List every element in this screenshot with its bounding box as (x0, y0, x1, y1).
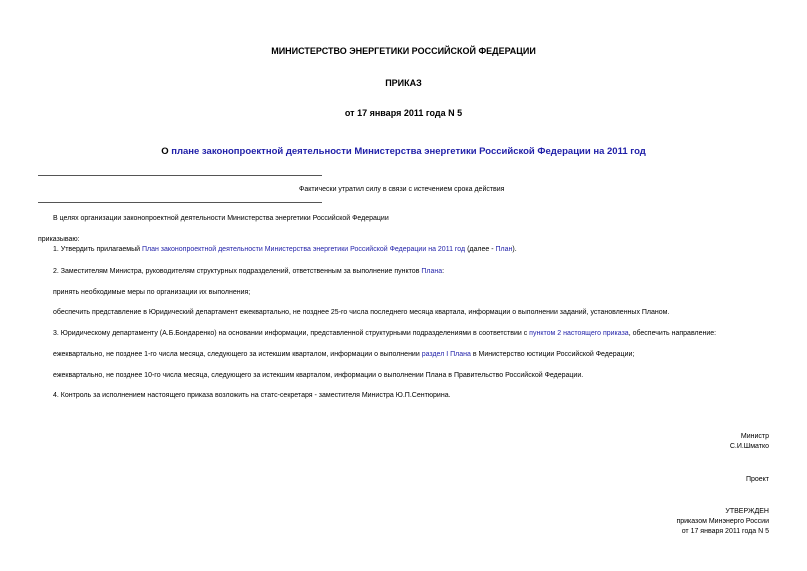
paragraph-1 (53, 245, 517, 254)
approval-block (676, 507, 769, 537)
p2-text-b: : (442, 268, 445, 275)
paragraph-3-2: ежеквартально, не позднее 10-го числа месяца, следующего за истекшим кварталом, информации о выполнении Плана в Правительство Российской Федерации. (53, 372, 584, 379)
plan-link[interactable]: План законопроектной деятельности Министерства энергетики Российской Федерации на 2011 год (141, 246, 466, 253)
title-prefix: О (161, 146, 172, 157)
p2-text-a: 2. Заместителям Министра, руководителям структурных подразделений, ответственным за выполнение пунктов (53, 268, 422, 275)
paragraph-2-1: принять необходимые меры по организации их выполнения; (53, 289, 251, 296)
p3-1-text-a: ежеквартально, не позднее 1-го числа месяца, следующего за истекшим кварталом, информации о выполнении (53, 351, 422, 358)
paragraph-4: 4. Контроль за исполнением настоящего приказа возложить на статс-секретаря - заместителя Министра Ю.П.Сентюрина. (53, 392, 451, 399)
plan-short-link[interactable]: План (495, 246, 513, 253)
ministry-heading: МИНИСТЕРСТВО ЭНЕРГЕТИКИ РОССИЙСКОЙ ФЕДЕРАЦИИ (271, 46, 536, 56)
paragraph-3-1 (53, 350, 634, 359)
signature-name: С.И.Шматко (729, 443, 769, 450)
order-word: приказываю: (38, 236, 80, 243)
p1-text-b: (далее - (465, 246, 496, 253)
document-title (0, 146, 807, 157)
paragraph-3 (53, 329, 716, 338)
title-link[interactable]: плане законопроектной деятельности Министерства энергетики Российской Федерации на 2011 год (171, 146, 646, 157)
p3-text-a: 3. Юридическому департаменту (А.Б.Бондаренко) на основании информации, представленной структурными подразделениями в соответствии с (53, 330, 530, 337)
section-1-link[interactable]: раздел I Плана (421, 351, 471, 358)
p3-1-text-b: в Министерство юстиции Российской Федерации; (470, 351, 635, 358)
paragraph-2 (53, 267, 444, 276)
signature-block (730, 432, 769, 452)
doc-type-heading: ПРИКАЗ (385, 78, 422, 88)
draft-label: Проект (745, 476, 769, 483)
signature-position: Министр (740, 433, 769, 440)
paragraph-2-link[interactable]: пунктом 2 настоящего приказа (529, 330, 629, 337)
plana-link[interactable]: Плана (421, 268, 443, 275)
status-divider-bottom (38, 202, 322, 203)
approval-line-2: приказом Минэнерго России (676, 518, 769, 525)
paragraph-2-2: обеспечить представление в Юридический департамент ежеквартально, не позднее 25-го числа последнего месяца квартала, информации о выполнении заданий, установленных Планом. (53, 309, 670, 316)
intro-paragraph: В целях организации законопроектной деятельности Министерства энергетики Российской Федерации (53, 215, 389, 222)
date-number-heading: от 17 января 2011 года N 5 (344, 108, 463, 118)
approval-line-1: УТВЕРЖДЕН (725, 508, 769, 515)
p1-text-a: 1. Утвердить прилагаемый (53, 246, 142, 253)
approval-line-3: от 17 января 2011 года N 5 (681, 528, 769, 535)
status-divider-top (38, 175, 322, 176)
p3-text-b: , обеспечить направление: (628, 330, 717, 337)
status-note: Фактически утратил силу в связи с истечением срока действия (299, 186, 505, 193)
p1-text-c: ). (512, 246, 517, 253)
